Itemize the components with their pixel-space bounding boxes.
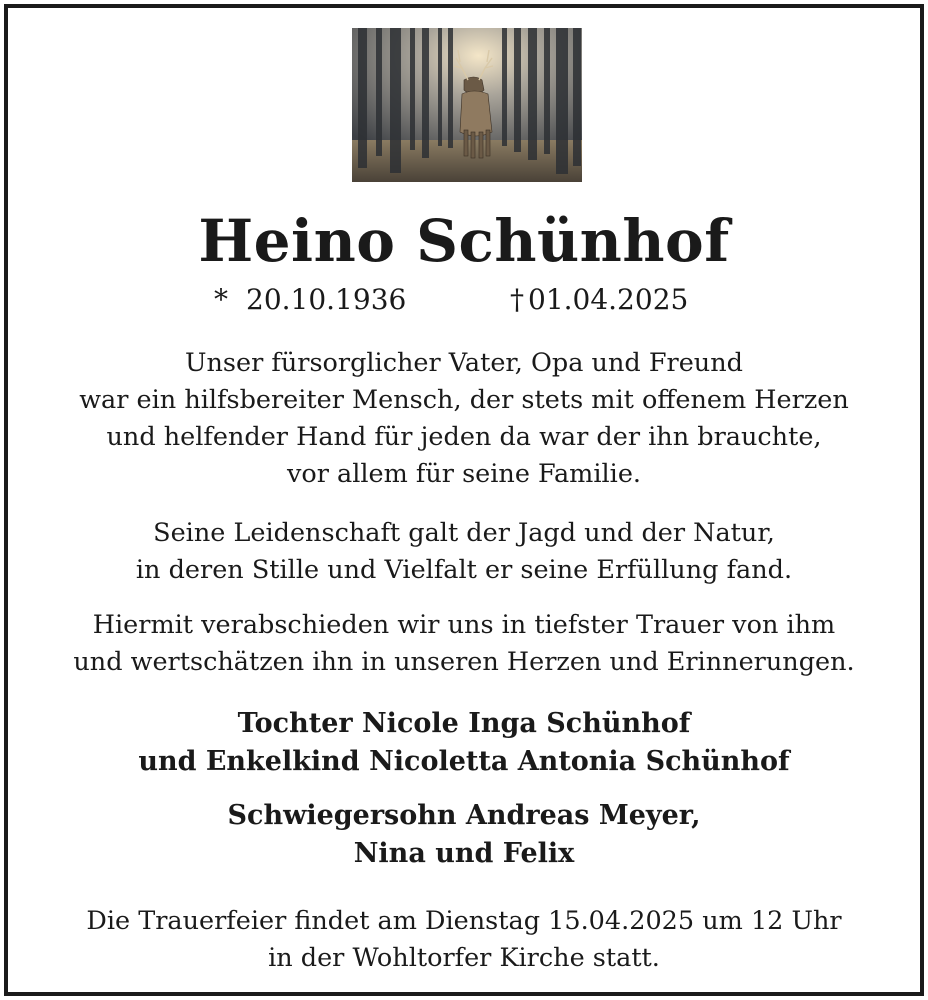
death-date: 01.04.2025 xyxy=(528,283,689,316)
family-line: Tochter Nicole Inga Schünhof xyxy=(237,708,691,739)
tribute-line: Hiermit verabschieden wir uns in tiefster Trauer von ihm xyxy=(92,610,836,640)
tribute-line: und helfender Hand für jeden da war der ihn brauchte, xyxy=(106,422,822,452)
tribute-line: Seine Leidenschaft galt der Jagd und der Natur, xyxy=(153,518,775,548)
family-group-2 xyxy=(8,797,920,873)
obituary-frame xyxy=(4,4,924,996)
service-line: in der Wohltorfer Kirche statt. xyxy=(268,943,660,973)
tribute-line: Unser fürsorglicher Vater, Opa und Freund xyxy=(185,348,743,378)
family-group-1 xyxy=(8,705,920,781)
tribute-line: in deren Stille und Vielfalt er seine Erfüllung fand. xyxy=(135,555,793,585)
deceased-name: Heino Schünhof xyxy=(198,207,730,275)
family-line: Schwiegersohn Andreas Meyer, xyxy=(227,800,701,831)
tribute-line: und wertschätzen ihn in unseren Herzen und Erinnerungen. xyxy=(73,647,855,677)
family-line: und Enkelkind Nicoletta Antonia Schünhof xyxy=(138,746,790,777)
deer-photo xyxy=(352,28,582,182)
death-cross-icon: † xyxy=(510,283,524,316)
service-line: Die Trauerfeier findet am Dienstag 15.04.2025 um 12 Uhr xyxy=(86,906,842,936)
birth-star-icon: * xyxy=(214,283,228,316)
birth-date-group xyxy=(214,280,406,320)
tribute-paragraph-3 xyxy=(8,607,920,681)
family-line: Nina und Felix xyxy=(353,838,575,869)
tribute-paragraph-1 xyxy=(8,345,920,493)
life-dates xyxy=(8,280,920,320)
death-date-group xyxy=(510,280,688,320)
tribute-line: war ein hilfsbereiter Mensch, der stets mit offenem Herzen xyxy=(79,385,849,415)
tribute-line: vor allem für seine Familie. xyxy=(286,459,642,489)
tribute-paragraph-2 xyxy=(8,515,920,589)
birth-date: 20.10.1936 xyxy=(246,283,407,316)
service-notice xyxy=(8,903,920,977)
